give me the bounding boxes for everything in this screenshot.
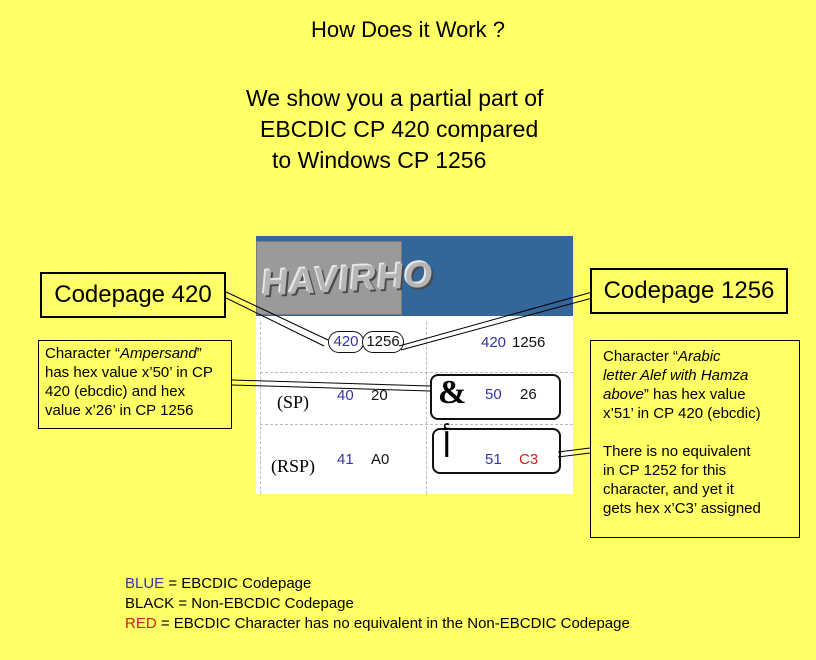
connector-ampersand-inner (232, 385, 430, 391)
callout-text-italic: Arabic (678, 348, 721, 365)
legend-blue-word: BLUE (125, 575, 165, 592)
row-name: (RSP) (271, 456, 316, 476)
callout-text: 420 (ebcdic) and hex (45, 383, 186, 400)
subtitle-line-1: We show you a partial part of (246, 85, 544, 111)
row-name: (SP) (277, 392, 310, 412)
row-ebcdic: 41 (337, 451, 354, 468)
connector-codepage-420-inner (222, 296, 324, 346)
callout-text-italic: above (603, 386, 644, 403)
color-legend (125, 574, 630, 634)
row-ebcdic-right: 50 (485, 386, 502, 403)
callout-text-italic: letter Alef with Hamza (603, 367, 749, 384)
codepage-420-label: Codepage 420 (40, 272, 226, 318)
connector-ampersand (232, 380, 430, 386)
callout-text-italic: Ampersand (120, 345, 197, 362)
connector-alef (558, 448, 590, 452)
row-windows: A0 (371, 451, 390, 468)
row-windows-right: C3 (519, 451, 539, 468)
connector-codepage-1256 (399, 291, 596, 346)
connector-alef-inner (558, 453, 590, 457)
callout-text: ” has hex value (643, 386, 746, 403)
alef-hamza-glyph: أ (442, 428, 452, 465)
callout-text: x’51’ in CP 420 (ebcdic) (603, 405, 761, 422)
callout-text: ” (196, 345, 202, 362)
header-ebcdic-label-right: 420 (481, 334, 507, 351)
legend-red (125, 614, 630, 634)
legend-black: BLACK = Non-EBCDIC Codepage (125, 595, 354, 612)
legend-blue-text: = EBCDIC Codepage (164, 575, 312, 592)
connector-codepage-420 (222, 290, 328, 340)
callout-text: gets hex x’C3’ assigned (603, 500, 761, 517)
alef-callout (590, 340, 800, 538)
callout-text: in CP 1252 for this (603, 462, 727, 479)
callout-text: Character “ (45, 345, 121, 362)
subtitle-line-2: EBCDIC CP 420 compared (260, 116, 539, 142)
callout-text: value x’26’ in CP 1256 (45, 402, 194, 419)
connector-codepage-1256-inner (401, 297, 596, 350)
page-title: How Does it Work ? (311, 17, 505, 42)
row-ebcdic: 40 (337, 387, 354, 404)
logo-text: HAVIRHO (260, 253, 436, 304)
callout-text: Character “ (603, 348, 679, 365)
subtitle-line-3: to Windows CP 1256 (272, 147, 487, 173)
row-windows: 20 (371, 387, 388, 404)
row-windows-right: 26 (520, 386, 537, 403)
legend-red-word: RED (125, 615, 157, 632)
callout-text: character, and yet it (603, 481, 734, 498)
ampersand-glyph: & (438, 374, 467, 411)
codepage-1256-label: Codepage 1256 (590, 268, 788, 314)
header-ebcdic-label: 420 (333, 333, 359, 350)
header-windows-label-right: 1256 (512, 334, 546, 351)
legend-red-text: = EBCDIC Character has no equivalent in the Non-EBCDIC Codepage (156, 615, 630, 632)
header-windows-label: 1256 (366, 333, 400, 350)
callout-text: has hex value x’50’ in CP (45, 364, 213, 381)
callout-text: There is no equivalent (603, 443, 751, 460)
ampersand-callout (38, 340, 232, 429)
row-ebcdic-right: 51 (485, 451, 502, 468)
legend-blue (125, 574, 630, 594)
